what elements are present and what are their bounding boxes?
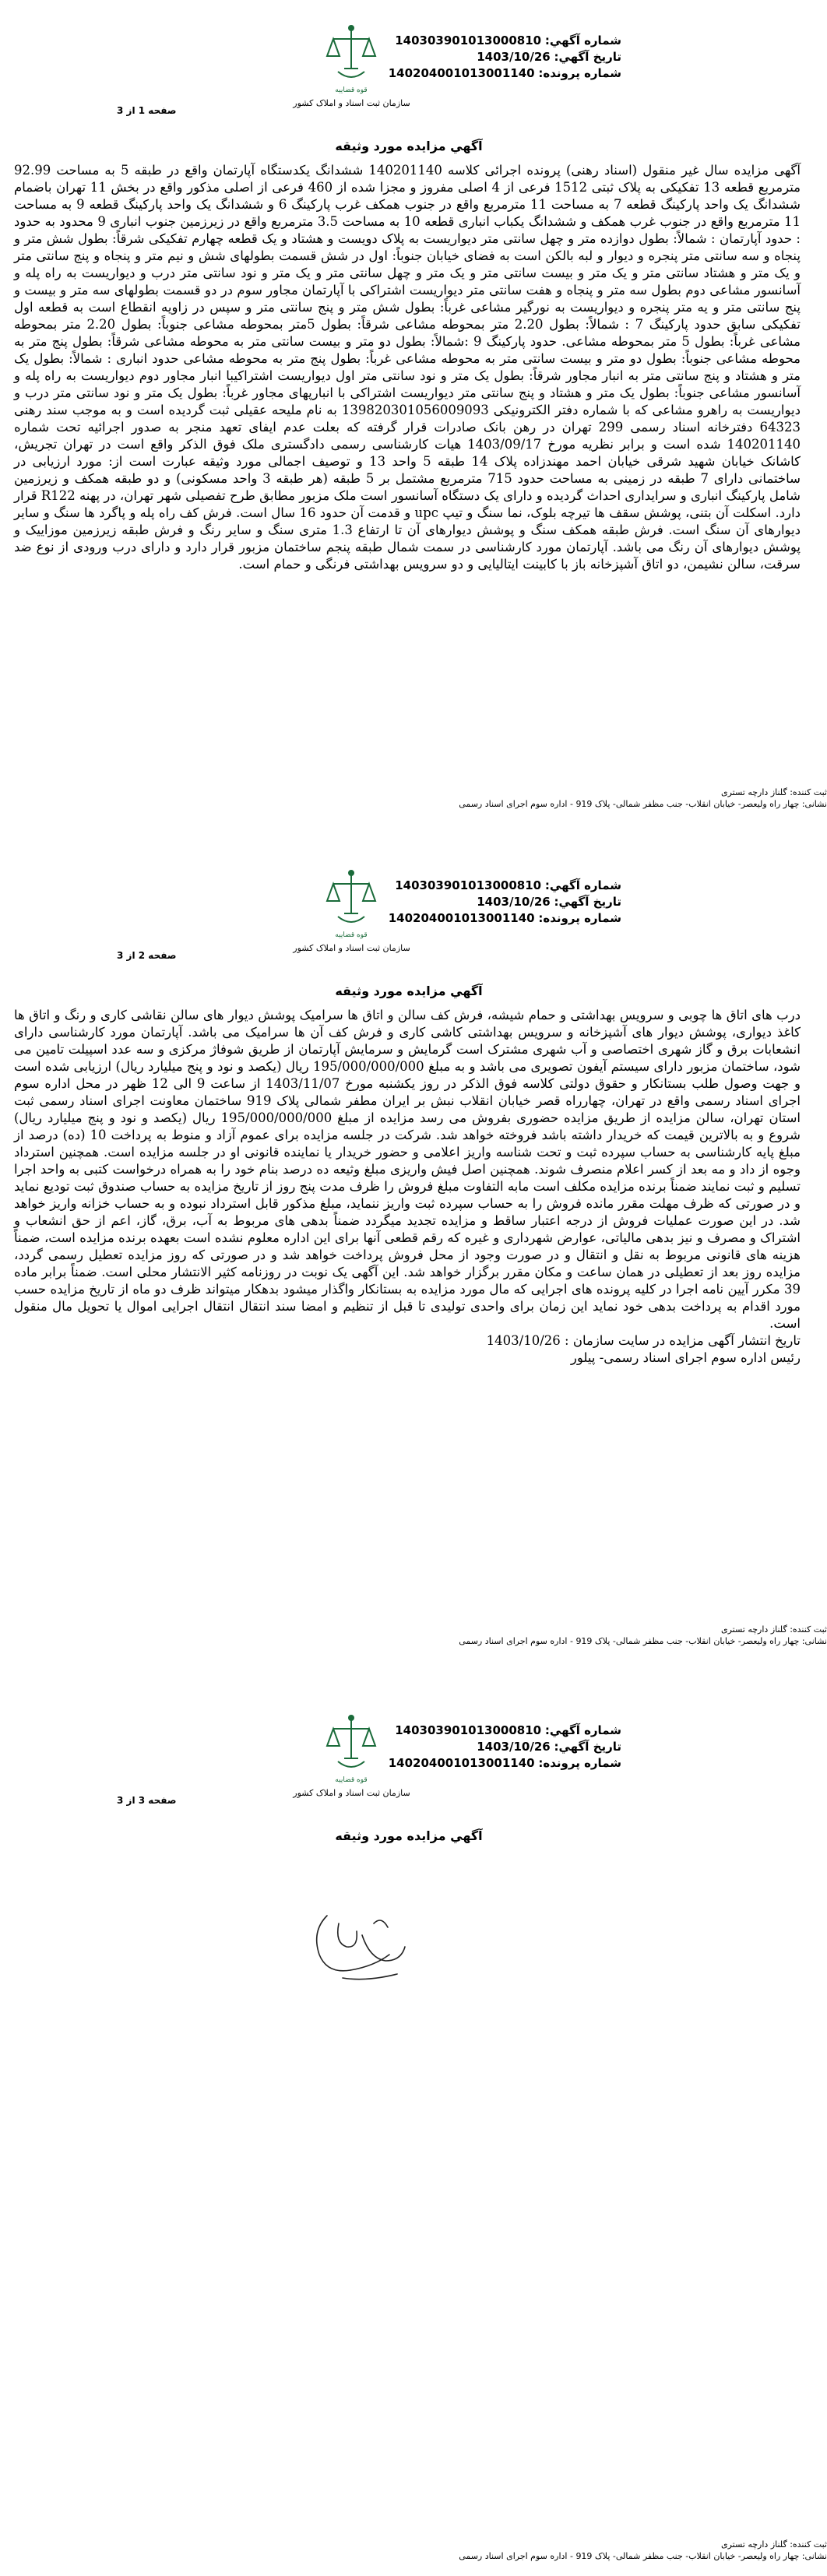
ad-number-label: شماره آگهي: [544, 878, 621, 892]
ad-number-label: شماره آگهي: [544, 33, 621, 48]
page-label: صفحه 1 از 3 [117, 105, 177, 116]
sender-name: گلناز دارچه تستری [720, 1624, 787, 1635]
page-header [0, 0, 818, 117]
ad-meta [388, 1723, 621, 1772]
body-paragraph: درب های اتاق ها چوبی و سرویس بهداشتی و حمام شیشه، فرش کف سالن و اتاق ها سرامیک پوشش دیوار های سالن نقاشی کاری و رنگ و اتاق ها کاغذ دیواری، پوشش دیوار های آشپزخانه و سرویس بهداشتی کاشی کاری و فرش کف آن ها سرامیک می باشد. آپارتمان مورد کارشناسی دارای انشعابات برق و گاز شهری اختصاصی و آب شهری مشترک است گرمایش و سرمایش آپارتمان از طریق شوفاژ مرکزی و سه عدد اسپیلت تامین می شود، ساختمان مزبور دارای سیستم آیفون تصویری می باشد و به مبلغ 195/000/000/000 ریال (یکصد و نود و پنج میلیارد ریال) ارزیابی شده است و جهت وصول طلب بستانکار و حقوق دولتی کلاسه فوق الذکر در روز یکشنبه مورخ 1403/11/07 از ساعت 9 الی 12 ظهر در محل اداره سوم اجرای اسناد رسمی واقع در تهران، چهارراه قصر خیابان انقلاب نبش بر ایران مطفر شمالی پلاک 919 ساختمان معاونت اجرای اسناد رسمی ثبت استان تهران، سالن مزایده از طریق مزایده حضوری بفروش می رسد مزایده از مبلغ 195/000/000/000 ریال (یکصد و نود و پنج میلیارد ریال) شروع و به بالاترین قیمت که خریدار داشته باشد فروخته خواهد شد. شرکت در جلسه مزایده برای عموم آزاد و منوط به پرداخت 10 (ده) درصد از مبلغ پایه کارشناسی به حساب سپرده ثبت و تحت شناسه واریز اعلامی و حضور خریدار یا نماینده قانونی او در جلسه مزایده است. همچنین استرداد وجوه از داد و مه بعد از کسر اعلام منصرف شوند. همچنین اصل فیش واریزی مبلغ وثیعه ده درصد بنام خود را به همراه درخواست کتبی به واحد اجرا تسلیم و ثبت نمایند ضمناً برنده مزایده مکلف است مابه التفاوت مبلغ فروش را ظرف مدت پنج روز از تاریخ مزایده به حساب صندوق ثبت تودیع نماید و در صورتی که ظرف مهلت مقرر مانده فروش را به حساب سپرده ثبت واریز ننماید، مبلغ مذکور قابل استرداد نبوده و به حساب خزانه واریز خواهد شد. در این صورت عملیات فروش از درجه اعتبار ساقط و مزایده تجدید میگردد ضمناً بدهی های مربوط به آب، برق، گاز، اعم از حق انشعاب و اشتراک و مصرف و نیز بدهی مالیاتی، عوارض شهرداری و غیره که رقم قطعی آنها برای این اداره معلوم نشده است بعهده برنده مزایده است، ضمناً هزینه های قانونی مربوط به نقل و انتقال و در صورت وجود از محل فروش پرداخت خواهد شد و در صورتی که روز مزایده تعطیل رسمی گردد، مزایده روز بعد از تعطیلی در همان ساعت و مکان مقرر برگزار خواهد شد. این آگهی یک نوبت در روزنامه کثیر الانتشار محلی است. ضمناً برابر ماده 39 مکرر آیین نامه اجرا در کلیه پرونده های اجرایی که مال مورد مزایده به بستانکار واگذار میشود بدهکار میتواند ظرف دو ماه از تاریخ مزایده حسب مورد اقدام به پرداخت بدهی خود نماید این زمان برای واحدی تولیدی تا قبل از تنظیم و امضا سند انتقال انتقال اجرایی اموال یا تحویل مال منقول است. [14, 1008, 801, 1331]
page-label: صفحه 3 از 3 [117, 1795, 177, 1806]
page-2 [0, 845, 827, 1655]
ad-number: 140303901013000810 [395, 1723, 542, 1737]
judiciary-emblem-icon [322, 22, 380, 97]
notice-body [14, 162, 801, 573]
emblem-text: قوه قضاییه [335, 931, 368, 939]
publish-date-label: تاریخ انتشار آگهی مزایده در سایت سازمان : [565, 1333, 801, 1348]
ad-date-label: تاريخ آگهي: [554, 895, 621, 909]
notice-title: آگهي مزايده مورد وثيقه [335, 984, 483, 998]
ad-meta [388, 878, 621, 927]
org-name: سازمان ثبت اسناد و املاک کشور [293, 1788, 410, 1798]
sender-label: ثبت کننده: [790, 787, 827, 797]
ad-number-label: شماره آگهي: [544, 1723, 621, 1737]
page-footer [40, 1624, 827, 1647]
ad-date-label: تاريخ آگهي: [554, 50, 621, 64]
sender-label: ثبت کننده: [790, 1624, 827, 1635]
file-number: 140204001013001140 [388, 66, 535, 80]
org-name: سازمان ثبت اسناد و املاک کشور [293, 98, 410, 108]
page-label: صفحه 2 از 3 [117, 950, 177, 961]
ad-number: 140303901013000810 [395, 33, 542, 48]
org-name: سازمان ثبت اسناد و املاک کشور [293, 943, 410, 953]
footer-address: نشانی: چهار راه ولیعصر- خیابان انقلاب- جنب مظفر شمالی- پلاک 919 - اداره سوم اجرای اسناد رسمی [459, 799, 827, 809]
page-footer [40, 787, 827, 810]
ad-date: 1403/10/26 [477, 1740, 551, 1754]
ad-date: 1403/10/26 [477, 895, 551, 909]
page-header [0, 1690, 818, 1807]
page-header [0, 845, 818, 962]
ad-number: 140303901013000810 [395, 878, 542, 892]
ad-meta [388, 33, 621, 82]
signer-name: رئیس اداره سوم اجرای اسناد رسمی- پیلور [570, 1350, 801, 1365]
file-number-label: شماره پرونده: [538, 66, 621, 80]
emblem-text: قوه قضاییه [335, 86, 368, 94]
ad-date: 1403/10/26 [477, 50, 551, 64]
page-3 [0, 1690, 827, 2576]
file-number-label: شماره پرونده: [538, 911, 621, 925]
footer-address: نشانی: چهار راه ولیعصر- خیابان انقلاب- جنب مظفر شمالی- پلاک 919 - اداره سوم اجرای اسناد رسمی [459, 1636, 827, 1646]
file-number-label: شماره پرونده: [538, 1756, 621, 1770]
signature [296, 1900, 421, 1994]
sender-label: ثبت کننده: [790, 2539, 827, 2550]
footer-address: نشانی: چهار راه ولیعصر- خیابان انقلاب- جنب مظفر شمالی- پلاک 919 - اداره سوم اجرای اسناد رسمی [459, 2551, 827, 2561]
notice-title: آگهي مزايده مورد وثيقه [335, 1828, 483, 1843]
ad-date-label: تاريخ آگهي: [554, 1740, 621, 1754]
publish-date: 1403/10/26 [486, 1333, 561, 1348]
judiciary-emblem-icon [322, 1712, 380, 1786]
judiciary-emblem-icon [322, 867, 380, 941]
notice-body [14, 1007, 801, 1367]
notice-title: آگهي مزايده مورد وثيقه [335, 139, 483, 153]
page-1 [0, 0, 827, 810]
emblem-text: قوه قضاییه [335, 1776, 368, 1784]
file-number: 140204001013001140 [388, 911, 535, 925]
sender-name: گلناز دارچه تستری [720, 787, 787, 797]
body-paragraph: آگهی مزایده سال غیر منقول (اسناد رهنی) پرونده اجرائی کلاسه 140201140 ششدانگ یکدستگاه آپارتمان واقع در طبقه 5 به مساحت 92.99 مترمربع قطعه 13 تفکیکی به پلاک ثبتی 1512 فرعی از 4 اصلی مفروز و مجزا شده از 460 فرعی از اصلی مذکور واقع در بخش 11 تهران باضمام ششدانگ یک واحد پارکینگ قطعه 7 به مساحت 11 مترمربع واقع در جنوب همکف غرب پارکینگ 6 و ششدانگ یک واحد پارکینگ قطعه 9 به مساحت 11 مترمربع واقع در جنوب غرب همکف و ششدانگ یکباب انباری قطعه 10 به مساحت 3.5 مترمربع واقع در زیرزمین جنوب انباری 9 محدود به حدود : حدود آپارتمان : شمالاً: بطول دوازده متر و چهل سانتی متر دیواریست به پلاک دویست و هشتاد و یک قطعه چهارم تفکیکی شرقاً: بطول شش متر و پنجاه و سه سانتی متر پنجره و دیوار و لبه بالکن است به فضای خیابان جنوباً: اول در شش قسمت بطولهای شش و نیم متر و پنجاه و پنج سانتی متر و یک متر و هشتاد سانتی متر و یک متر و بیست سانتی متر و یک متر و چهل سانتی متر و یک متر و نود سانتی متر درب و دیواریست به راه پله و آسانسور مشاعی دوم بطول سه متر و پنجاه و هفت سانتی متر دیواریست اشتراکی با آپارتمان مجاور سوم در دو قسمت بطولهای سه متر و بیست و پنج سانتی متر و یه متر پنجره و دیواریست به نورگیر مشاعی غرباً: بطول شش متر و پنج سانتی متر و سپس در زاویه انقطاع است به قطعه اول تفکیکی سابق حدود پارکینگ 7 : شمالاً: بطول 2.20 متر بمحوطه مشاعی شرقاً: بطول 5متر بمحوطه مشاعی جنوباً: بطول 2.20 متر بمحوطه مشاعی غرباً: بطول 5 متر بمحوطه مشاعی. حدود پارکینگ 9 :شمالاً: بطول دو متر و بیست سانتی متر به محوطه مشاعی شرقاً: بطول پنج متر به محوطه مشاعی جنوباً: بطول دو متر و بیست سانتی متر به محوطه مشاعی غرباً: بطول پنج متر به محوطه مشاعی حدود انباری : شمالاً: بطول یک متر و هشتاد و پنج سانتی متر به انبار مجاور شرقاً: بطول یک متر و نود سانتی متر اول دیواریست اشتراکیبا انبار مجاور دوم دیواریست به راه پله و آسانسور مشاعی جنوباً: بطول یک متر و هشتاد و پنج سانتی متر دیواریست اشتراکی با انبارپهای مجاور غرباً: بطول یک متر و نود سانتی متر درب و دیواریست به راهرو مشاعی که با شماره دفتر الکترونیکی 139820301056009093 به نام ملیحه عقیلی ثبت گردیده است و به موجب سند رهنی 64323 دفترخانه اسناد رسمی 299 تهران در رهن بانک صادرات قرار گرفته که بعلت عدم ایفای تعهد منجر به صدور اجرائیه تحت شماره 140201140 شده است و برابر نظریه مورخ 1403/09/17 هیات کارشناسی رسمی دادگستری ملک فوق الذکر واقع است در تهران تجریش، کاشانک خیابان شهید شرقی خیابان احمد مهندزاده پلاک 14 طبقه 5 واحد 13 و توصیف اجمالی مورد وثیقه عبارت است از: مورد ارزیابی در ساختمانی دارای 7 طبقه در زمینی به مساحت حدود 715 مترمربع مشتمل بر 5 طبقه (هر طبقه 3 واحد مسکونی) و دو طبقه همکف و زیرزمین شامل پارکینگ انباری و سرایداری احداث گردیده و دارای یک دستگاه آسانسور است ملک مزبور مطابق طرح تفصیلی شهر تهران، در پهنه R122 قرار دارد. اسکلت آن بتنی، پوشش سقف ها تیرچه بلوک، نما سنگ و تیپ upc و قدمت آن حدود 16 سال است. فرش کف راه پله و پاگرد ها سنگ و سایر دیوارهای آن سنگ است. فرش طبقه همکف سنگ و پوشش دیوارهای آن تا ارتفاع 1.3 متری سنگ و سایر رنگ و فرش طبقه زیرزمین موزاییک و پوشش دیوارهای آن رنگ می باشد. آپارتمان مورد کارشناسی در سمت شمال طبقه پنجم ساختمان مزبور قرار دارد و دارای درب ورودی از نوع ضد سرقت، سالن نشیمن، دو اتاق آشپزخانه باز با کابینت ایتالیایی و دو سرویس بهداشتی فرنگی و حمام است. [14, 163, 801, 572]
page-footer [40, 2539, 827, 2562]
file-number: 140204001013001140 [388, 1756, 535, 1770]
sender-name: گلناز دارچه تستری [720, 2539, 787, 2550]
